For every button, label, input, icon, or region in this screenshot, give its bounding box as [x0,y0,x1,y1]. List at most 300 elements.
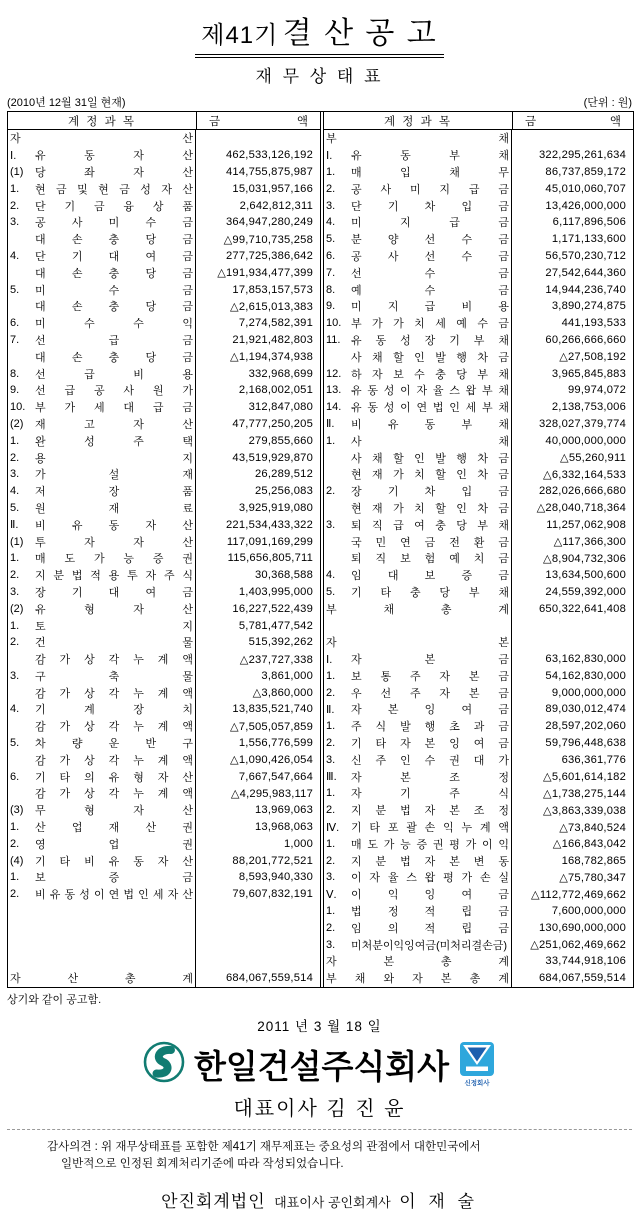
announcement-date: 2011 년 3 월 18 일 [257,1018,382,1034]
amount-cell: 59,796,448,638 [545,737,626,750]
account-cell [8,164,196,181]
amount-cell: △28,040,718,364 [536,502,626,515]
account-cell [324,500,512,517]
amount-cell: 15,031,957,166 [232,182,313,195]
account-label: 법 정 적 립 금 [351,906,509,919]
row-number: 1. [10,871,20,884]
amount-cell: △55,260,911 [560,452,626,465]
account-cell [8,365,196,382]
account-label: 분 양 선 수 금 [351,234,509,247]
account-label: 사 채 할 인 발 행 차 금 [351,452,509,465]
row-number: 3. [326,753,336,766]
row-number: 12. [326,367,342,380]
account-label: 임 대 보 증 금 [351,570,509,583]
amount-cell: 60,266,666,660 [545,333,626,346]
account-cell [8,785,196,802]
amount-cell: 17,853,157,573 [232,283,313,296]
amount-cell: △7,505,057,859 [230,720,313,733]
account-cell [8,500,196,517]
account-header: 계 정 과 목 [324,112,513,129]
row-number: 3. [10,669,20,682]
account-cell [8,550,196,567]
account-cell [324,936,512,953]
row-number: 3. [10,216,20,229]
empty-amount-cell [512,617,633,634]
account-cell [8,802,196,819]
account-cell [8,600,196,617]
amount-cell: △1,738,275,144 [543,787,626,800]
amount-cell: 115,656,805,711 [227,552,313,565]
auditor-name: 이 재 술 [399,1192,478,1212]
account-cell [8,483,196,500]
statement-subtitle: 재 무 상 태 표 [255,67,384,86]
account-label: 미 지 급 금 [351,217,509,230]
row-number: Ⅰ. [326,149,333,162]
account-label: 감 가 상 각 누 계 액 [35,687,193,700]
account-label: 자 본 조 정 [351,771,509,784]
row-number: 3. [326,871,336,884]
meta-row [7,94,632,110]
account-cell [324,835,512,852]
row-number: (4) [10,854,24,867]
account-label: 가 설 재 [35,469,193,482]
row-number: 1. [10,821,20,834]
dashed-divider [7,1129,632,1130]
amount-cell: 8,593,940,330 [238,871,313,884]
account-cell [8,886,196,903]
row-number: 9. [10,384,20,397]
account-cell [324,533,512,550]
account-label: 공 사 미 수 금 [35,217,193,230]
row-number: 1. [10,434,20,447]
row-number: 4. [10,703,20,716]
account-cell [324,315,512,332]
empty-amount-cell [196,953,320,970]
empty-account-cell [324,617,512,634]
account-cell [8,231,196,248]
amount-cell: 14,944,236,740 [545,283,626,296]
account-cell [8,768,196,785]
amount-cell: △117,366,300 [553,536,626,549]
row-number: 8. [326,283,336,296]
company-name: 한일건설주식회사 [193,1047,450,1085]
audit-opinion [47,1139,592,1175]
balance-sheet-table [7,111,634,988]
amount-cell: 16,227,522,439 [232,602,313,615]
account-cell [8,382,196,399]
amount-cell: 328,027,379,774 [539,417,626,430]
account-cell [324,600,512,617]
row-number: 3. [326,199,336,212]
account-label: 자 본 총 계 [326,956,509,969]
account-cell [8,869,196,886]
account-cell [324,382,512,399]
account-label: 감 가 상 각 누 계 액 [35,788,193,801]
row-number: 2. [10,451,20,464]
account-cell [8,197,196,214]
account-label: 감 가 상 각 누 계 액 [35,754,193,767]
account-cell [324,130,512,147]
account-cell [324,365,512,382]
table-header-right [324,112,633,130]
account-cell [8,214,196,231]
account-cell [8,970,196,987]
row-number: 2. [326,737,336,750]
account-label: 자 본 [326,637,509,650]
account-cell [8,567,196,584]
row-number: 4. [326,569,336,582]
account-cell [8,584,196,601]
amount-cell: 322,295,261,634 [539,149,626,162]
account-cell [8,684,196,701]
account-label: 무 형 자 산 [35,805,193,818]
account-label: 공 사 미 지 급 금 [351,183,509,196]
amount-cell: 99,974,072 [568,384,626,397]
amount-cell: 27,542,644,360 [545,266,626,279]
account-label: 기 타 자 본 잉 여 금 [351,738,509,751]
account-cell [324,634,512,651]
account-cell [324,819,512,836]
amount-cell: 650,322,641,408 [539,602,626,615]
amount-cell: 21,921,482,803 [232,333,313,346]
amount-cell: 43,519,929,870 [232,451,313,464]
account-label: 원 재 료 [35,502,193,515]
account-cell [324,281,512,298]
amount-cell: 56,570,230,712 [545,249,626,262]
empty-account-cell [8,953,196,970]
row-number: 1. [10,619,20,632]
account-label: 이 익 잉 여 금 [351,889,509,902]
account-label: 용 지 [35,452,193,465]
amount-cell: 3,965,845,883 [551,367,626,380]
account-label: 부 가 세 대 급 금 [35,402,193,415]
account-label: 부 채 와 자 본 총 계 [326,973,509,986]
account-cell [324,953,512,970]
amount-cell: 2,138,753,006 [551,401,626,414]
badge-caption: 신정회사 [464,1080,490,1088]
row-number: 5. [326,585,336,598]
row-number: 1. [326,720,336,733]
amount-cell: 40,000,000,000 [545,434,626,447]
row-number: 2. [10,569,20,582]
account-cell [324,550,512,567]
amount-cell: 684,067,559,514 [226,972,313,985]
row-number: 3. [10,468,20,481]
title-underlined [195,8,443,58]
amount-cell [512,634,633,651]
account-cell [324,651,512,668]
row-number: (3) [10,804,24,817]
account-label: 매 도 가 능 증 권 [35,553,193,566]
row-number: 9. [326,300,336,313]
row-number: 14. [326,401,342,414]
account-cell [324,483,512,500]
account-label: 투 자 자 산 [35,536,193,549]
row-number: Ⅴ. [326,888,337,901]
row-number: (2) [10,602,24,615]
account-cell [324,668,512,685]
account-label: 유 동 성 장 기 부 채 [351,334,509,347]
account-label: 대 손 충 당 금 [35,351,193,364]
account-cell [8,617,196,634]
account-label: 매 도 가 능 증 권 평 가 이 익 [351,838,509,851]
account-cell [324,164,512,181]
account-cell [324,970,512,987]
account-cell [324,852,512,869]
as-of-date: (2010년 12월 31일 현재) [7,97,126,109]
row-number: 13. [326,384,342,397]
account-cell [8,432,196,449]
row-number: 11. [326,333,341,346]
amount-cell: 3,890,274,875 [551,300,626,313]
account-label: 산 업 재 산 권 [35,822,193,835]
account-label: 보 통 주 자 본 금 [351,670,509,683]
account-cell [8,281,196,298]
account-label: 신 주 인 수 권 대 가 [351,754,509,767]
account-cell [8,668,196,685]
amount-cell: 11,257,062,908 [546,518,626,531]
row-number: 2. [326,921,336,934]
amount-cell: △237,727,338 [239,653,313,666]
account-label: 장 기 대 여 금 [35,586,193,599]
account-cell [324,718,512,735]
account-cell [8,147,196,164]
row-number: 8. [10,367,20,380]
row-number: 2. [326,182,336,195]
account-label: 지 분 법 자 본 조 정 [351,805,509,818]
account-cell [8,735,196,752]
account-cell [8,315,196,332]
account-label: 자 산 총 계 [10,973,193,986]
amount-cell: 117,091,169,299 [226,535,313,548]
account-label: 퇴 직 보 험 예 치 금 [351,553,509,566]
account-label: 선 급 금 [35,334,193,347]
row-number: 3. [10,585,20,598]
row-number: 2. [10,888,20,901]
account-cell [324,802,512,819]
row-number: 2. [326,686,336,699]
account-label: 이 자 율 스 왑 평 가 손 실 [351,872,509,885]
amount-cell: △75,780,347 [559,871,626,884]
account-label: 자 본 금 [351,654,509,667]
row-number: Ⅳ. [326,821,340,834]
account-label: 퇴 직 급 여 충 당 부 채 [351,519,509,532]
empty-amount-cell [196,919,320,936]
amount-cell: 13,426,000,000 [545,199,626,212]
amount-cell: 7,667,547,664 [238,770,313,783]
account-label: 영 업 권 [35,838,193,851]
row-number: 3. [326,518,336,531]
account-cell [324,231,512,248]
amount-cell: 6,117,896,506 [552,216,626,229]
account-label: 비 유 동 부 채 [351,418,509,431]
account-cell [8,298,196,315]
amount-cell: 462,533,126,192 [226,149,313,162]
account-cell [8,835,196,852]
amount-cell: 1,171,133,600 [551,233,626,246]
amount-cell [512,130,633,147]
amount-header: 금 액 [525,115,621,128]
amount-cell: △27,508,192 [559,351,626,364]
audit-firm-title: 대표이사 공인회계사 [274,1195,391,1211]
amount-cell: 684,067,559,514 [539,972,626,985]
account-cell [324,701,512,718]
account-label: 현 금 및 현 금 성 자 산 [35,183,193,196]
account-label: 미처분이익잉여금(미처리결손금) [351,939,508,952]
amount-cell: △8,904,732,306 [543,552,626,565]
amount-cell: △99,710,735,258 [223,233,313,246]
account-cell [8,264,196,281]
account-cell [324,399,512,416]
audit-firm-signature [7,1187,632,1212]
amount-cell: 33,744,918,106 [545,955,626,968]
account-label: 예 수 금 [351,284,509,297]
account-label: 토 지 [35,620,193,633]
account-cell [324,214,512,231]
row-number: Ⅱ. [10,519,19,532]
amount-cell: △4,295,983,117 [230,787,313,800]
amount-cell: 1,000 [284,837,313,850]
amount-cell: △73,840,524 [559,821,626,834]
row-number: Ⅰ. [326,653,333,666]
amount-cell: 515,392,262 [248,636,313,649]
amount-cell: △6,332,164,533 [543,468,626,481]
amount-cell: 89,030,012,474 [545,703,626,716]
account-label: 현 재 가 치 할 인 차 금 [351,469,509,482]
amount-cell: 3,861,000 [261,669,313,682]
account-cell [324,197,512,214]
account-label: 자 기 주 식 [351,788,509,801]
amount-cell: △251,062,469,662 [530,939,626,952]
row-number: 2. [326,804,336,817]
account-cell [324,869,512,886]
account-label: 선 수 금 [351,267,509,280]
row-number: 1. [326,165,336,178]
row-number: 2. [326,854,336,867]
amount-cell: 13,969,063 [255,804,313,817]
amount-cell: 79,607,832,191 [232,888,313,901]
account-cell [324,264,512,281]
account-label: 지 분 법 자 본 변 동 [351,855,509,868]
row-number: 1. [326,837,336,850]
account-label: 현 재 가 치 할 인 차 금 [351,502,509,515]
row-number: 1. [10,552,20,565]
amount-cell: 24,559,392,000 [545,585,626,598]
row-number: 1. [326,787,336,800]
amount-cell: 279,855,660 [248,434,313,447]
account-cell [324,919,512,936]
row-number: 6. [10,317,20,330]
row-number: (2) [10,417,24,430]
row-number: 5. [10,283,20,296]
amount-cell: 277,725,386,642 [226,249,313,262]
account-cell [324,180,512,197]
amount-cell: 28,597,202,060 [545,720,626,733]
account-cell [324,516,512,533]
account-label: 지 분 법 적 용 투 자 주 식 [35,570,193,583]
account-cell [8,248,196,265]
amount-cell: 636,361,776 [561,753,626,766]
account-label: 기 타 의 유 형 자 산 [35,771,193,784]
account-label: 사 채 [351,435,509,448]
amount-header: 금 액 [209,115,308,128]
amount-cell: 30,368,588 [255,569,313,582]
account-cell [8,332,196,349]
account-label: 기 타 포 괄 손 익 누 계 액 [351,822,509,835]
amount-cell: 312,847,080 [248,401,313,414]
account-label: 자 본 잉 여 금 [351,704,509,717]
account-label: 단 기 차 입 금 [351,200,509,213]
account-cell [8,819,196,836]
account-label: 기 계 장 치 [35,704,193,717]
row-number: Ⅰ. [10,149,17,162]
account-label: 매 입 채 무 [351,166,509,179]
account-cell [8,466,196,483]
account-cell [324,348,512,365]
account-cell [8,516,196,533]
row-number: 6. [10,770,20,783]
account-cell [324,332,512,349]
audit-opinion-line1: 감사의견 : 위 재무상태표를 포함한 제41기 재무제표는 중요성의 관점에서 대한민국에서 [47,1140,481,1153]
row-number: 6. [326,249,336,262]
empty-account-cell [8,936,196,953]
account-label: 구 축 물 [35,670,193,683]
amount-cell: 130,690,000,000 [539,921,626,934]
amount-cell: 364,947,280,249 [226,216,313,229]
account-cell [324,416,512,433]
account-label: 미 수 수 익 [35,318,193,331]
account-label: 자 산 [10,133,193,146]
account-cell [8,651,196,668]
account-label: 비 유 동 성 이 연 법 인 세 자 산 [35,889,193,902]
row-number: Ⅱ. [326,703,335,716]
amount-cell: 2,168,002,051 [238,384,313,397]
row-number: 3. [326,938,336,951]
amount-cell: 221,534,433,322 [226,518,313,531]
account-cell [8,180,196,197]
account-label: 주 식 발 행 초 과 금 [351,721,509,734]
account-cell [8,718,196,735]
empty-account-cell [8,919,196,936]
liabilities-equity-rows [324,130,633,987]
row-number: 10. [10,401,26,414]
row-number: 5. [326,233,336,246]
amount-cell: 86,737,859,172 [545,165,626,178]
amount-cell: 414,755,875,987 [226,165,313,178]
row-number: 2. [10,636,20,649]
account-cell [324,684,512,701]
amount-cell: 2,642,812,311 [239,199,313,212]
empty-amount-cell [196,936,320,953]
row-number: 1. [10,182,20,195]
account-label: 유 동 부 채 [351,150,509,163]
row-number: 5. [10,501,20,514]
amount-cell: 1,556,776,599 [238,737,313,750]
liabilities-equity-column [323,112,633,987]
account-label: 선 급 공 사 원 가 [35,385,193,398]
certification-badge-icon [457,1041,497,1087]
row-number: (1) [10,535,24,548]
account-cell [8,634,196,651]
account-label: 단 기 대 여 금 [35,250,193,263]
amount-cell: 63,162,830,000 [545,653,626,666]
amount-cell: 13,968,063 [255,821,313,834]
amount-cell: 9,000,000,000 [551,686,626,699]
amount-cell: 5,781,477,542 [238,619,313,632]
amount-cell [196,130,320,147]
account-label: 기 타 비 유 동 자 산 [35,855,193,868]
row-number: 4. [326,216,336,229]
